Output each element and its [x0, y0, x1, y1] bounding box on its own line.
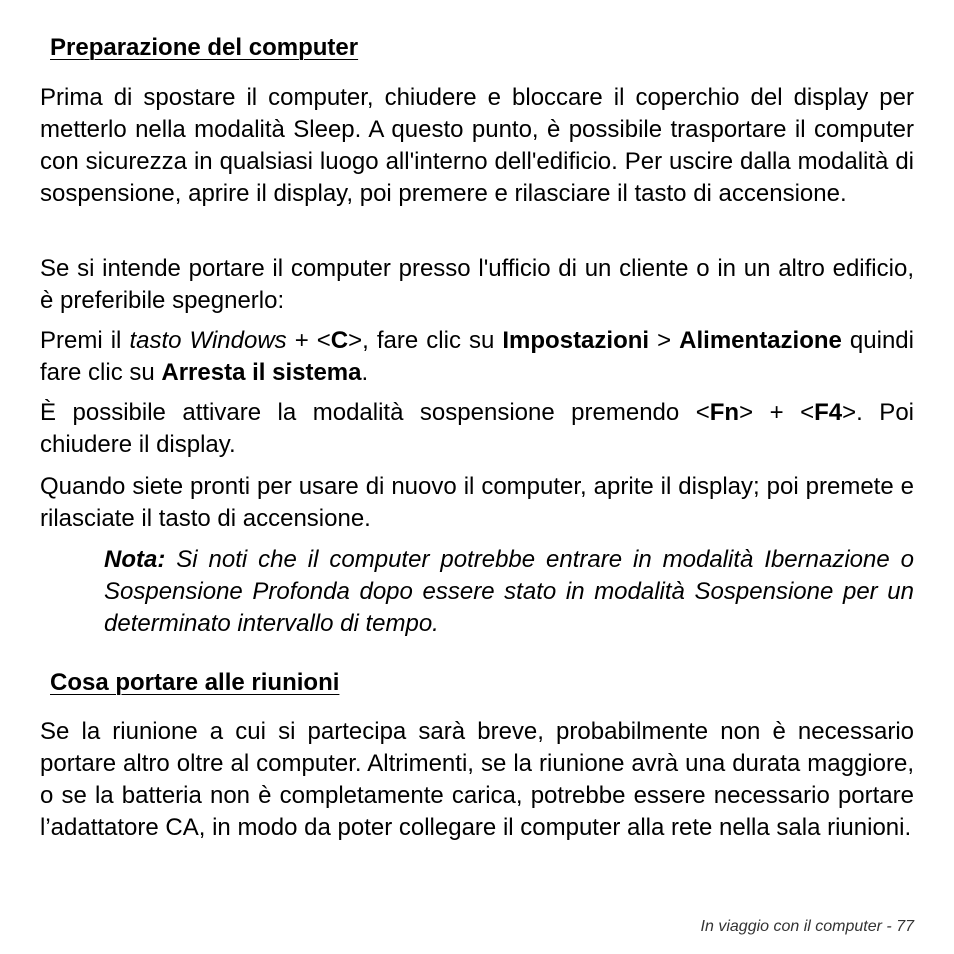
f4-key-text: F4 — [814, 399, 843, 426]
paragraph-shutdown-intro: Se si intende portare il computer presso l'ufficio di un cliente o in un altro edificio, è preferibile spegnerlo: — [40, 255, 914, 314]
text-run: . — [361, 359, 369, 386]
c-key-text: C — [330, 327, 349, 354]
note-text: Si noti che il computer potrebbe entrare in modalità Ibernazione o Sospensione Profonda dopo essere stato in modalità Sospensione per un determinato intervallo di tempo. — [104, 546, 914, 637]
power-label: Alimentazione — [679, 327, 842, 354]
fn-key-text: Fn — [709, 399, 740, 426]
paragraph-sleep-instructions: Prima di spostare il computer, chiudere e bloccare il coperchio del display per metterlo nella modalità Sleep. A questo punto, è possibile trasportare il computer con sicurezza in qualsiasi luogo all'interno dell'edificio. Per uscire dalla modalità di sospensione, aprire il display, poi premere e rilasciare il tasto di accensione. — [40, 84, 914, 207]
text-run: > + < — [739, 399, 815, 426]
paragraph-shutdown-steps — [40, 325, 914, 389]
page-footer: In viaggio con il computer - 77 — [700, 918, 914, 935]
text-run: >, fare clic su — [348, 327, 503, 354]
paragraph-meeting-items: Se la riunione a cui si partecipa sarà breve, probabilmente non è necessario portare altro oltre al computer. Altrimenti, se la riunione avrà una durata maggiore, o se la batteria non è completamente carica, potrebbe essere necessario portare l’adattatore CA, in modo da poter collegare il computer alla rete nella sala riunioni. — [40, 718, 914, 841]
text-run: È possibile attivare la modalità sospensione premendo < — [40, 399, 710, 426]
paragraph-sleep-shortcut — [40, 397, 914, 461]
shutdown-label: Arresta il sistema — [161, 359, 362, 386]
note-label: Nota: — [104, 546, 166, 573]
section-heading-riunioni: Cosa portare alle riunioni — [50, 669, 340, 696]
text-run: > — [649, 327, 680, 354]
text-run: quindi fare clic su — [40, 327, 914, 386]
text-run: + < — [286, 327, 331, 354]
note-block — [104, 544, 914, 640]
settings-label: Impostazioni — [502, 327, 650, 354]
text-run: >. Poi chiudere il display. — [40, 399, 914, 458]
text-run: Premi il — [40, 327, 130, 354]
section-heading-preparazione: Preparazione del computer — [50, 34, 359, 61]
windows-key-text: tasto Windows — [129, 327, 287, 354]
paragraph-resume: Quando siete pronti per usare di nuovo il computer, aprite il display; poi premete e rilasciate il tasto di accensione. — [40, 473, 914, 532]
